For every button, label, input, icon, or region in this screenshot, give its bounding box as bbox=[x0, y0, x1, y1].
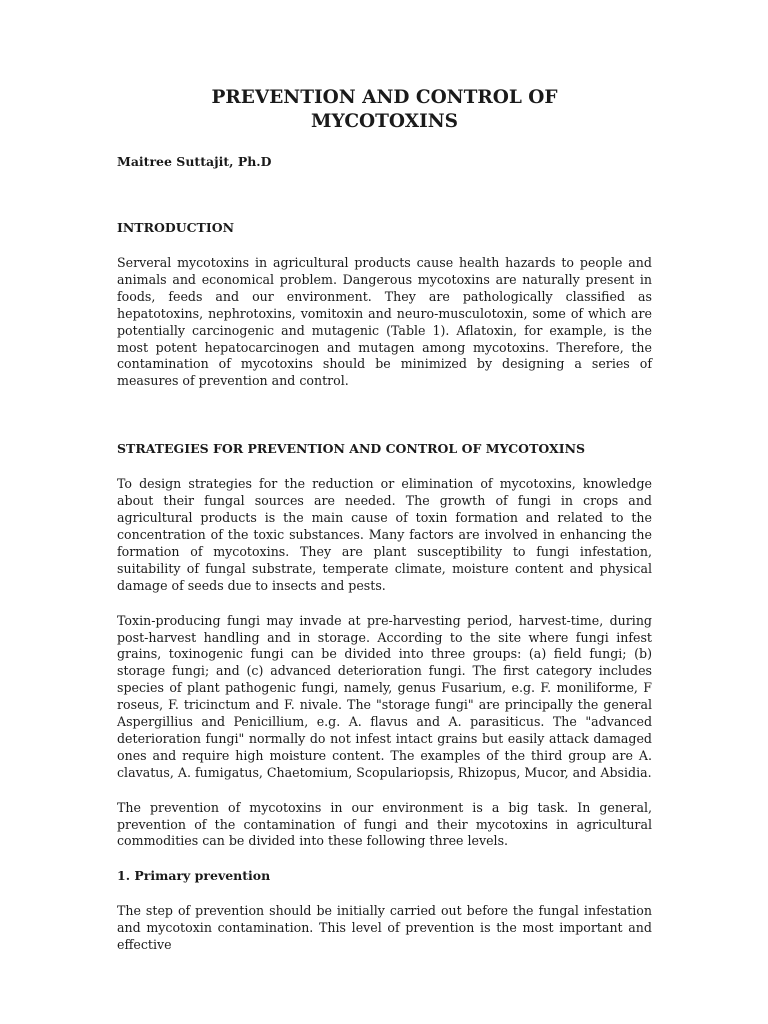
document-title bbox=[117, 86, 652, 134]
primary-prevention-paragraph: The step of prevention should be initially carried out before the fungal infestation and mycotoxin contamination. This level of prevention is the most important and effective bbox=[117, 903, 652, 953]
author-name: Maitree Suttajit, Ph.D bbox=[117, 154, 272, 169]
strategies-paragraph-3: The prevention of mycotoxins in our environment is a big task. In general, prevention of the contamination of fungi and their mycotoxins in agricultural commodities can be divided into these following three levels. bbox=[117, 799, 652, 849]
document-page bbox=[117, 86, 652, 954]
strategies-paragraph-1: To design strategies for the reduction or elimination of mycotoxins, knowledge about their fungal sources are needed. The growth of fungi in crops and agricultural products is the main cause of toxin formation and related to the concentration of the toxic substances. Many factors are involved in enhancing the formation of mycotoxins. They are plant susceptibility to fungi infestation, suitability of fungal substrate, temperate climate, moisture content and physical damage of seeds due to insects and pests. bbox=[117, 476, 652, 593]
title-line-1: PREVENTION AND CONTROL OF bbox=[211, 87, 558, 108]
title-line-2: MYCOTOXINS bbox=[310, 111, 459, 132]
introduction-paragraph: Serveral mycotoxins in agricultural products cause health hazards to people and animals and economical problem. Dangerous mycotoxins are naturally present in foods, feeds and our environment. They are pathologically classified as hepatotoxins, nephrotoxins, vomitoxin and neuro-musculotoxin, some of which are potentially carcinogenic and mutagenic (Table 1). Aflatoxin, for example, is the most potent hepatocarcinogen and mutagen among mycotoxins. Therefore, the contamination of mycotoxins should be minimized by designing a series of measures of prevention and control. bbox=[117, 255, 652, 389]
section-heading-strategies: STRATEGIES FOR PREVENTION AND CONTROL OF MYCOTOXINS bbox=[117, 441, 586, 457]
strategies-paragraph-2: Toxin-producing fungi may invade at pre-harvesting period, harvest-time, during post-harvest handling and in storage. According to the site where fungi infest grains, toxinogenic fungi can be divided into three groups: (a) field fungi; (b) storage fungi; and (c) advanced deterioration fungi. The first category includes species of plant pathogenic fungi, namely, genus Fusarium, e.g. F. moniliforme, F roseus, F. tricinctum and F. nivale. The "storage fungi" are principally the general Aspergillius and Penicillium, e.g. A. flavus and A. parasiticus. The "advanced deterioration fungi" normally do not infest intact grains but easily attack damaged ones and require high moisture content. The examples of the third group are A. clavatus, A. fumigatus, Chaetomium, Scopulariopsis, Rhizopus, Mucor, and Absidia. bbox=[117, 612, 652, 780]
section-heading-introduction: INTRODUCTION bbox=[117, 220, 235, 235]
section-heading-primary-prevention: 1. Primary prevention bbox=[117, 868, 271, 884]
section-spacer bbox=[117, 408, 652, 441]
